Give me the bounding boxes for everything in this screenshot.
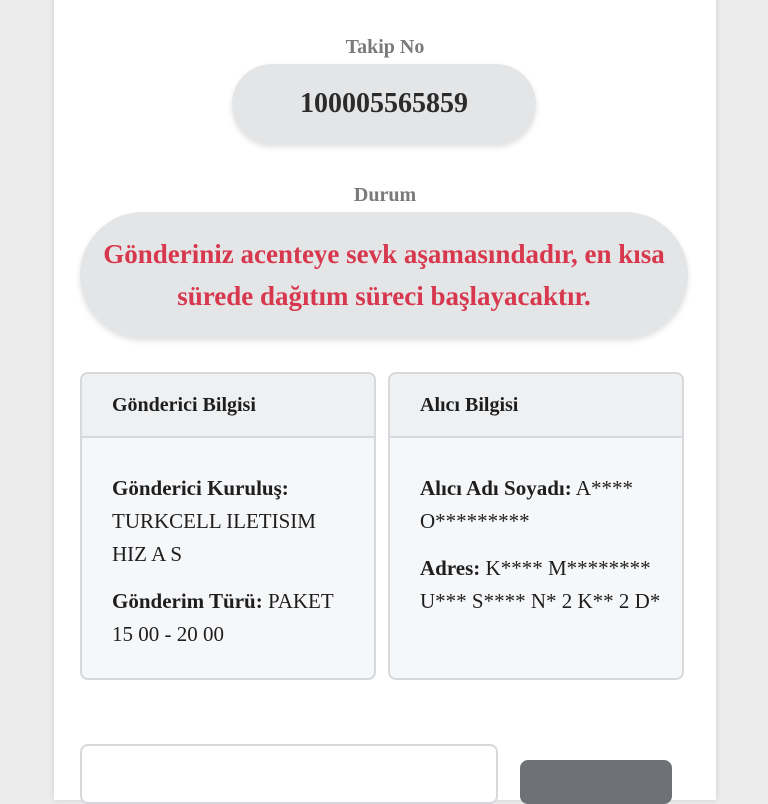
bottom-action-button[interactable] bbox=[520, 760, 672, 804]
sender-info-box bbox=[80, 372, 376, 680]
sender-info-title: Gönderici Bilgisi bbox=[82, 374, 374, 438]
sender-org-field bbox=[112, 472, 354, 571]
status-message: Gönderiniz acenteye sevk aşamasındadır, en kısa sürede dağıtım süreci başlayacaktır. bbox=[103, 239, 665, 311]
sender-org-value: TURKCELL ILETISIM HIZ A S bbox=[112, 509, 316, 566]
receiver-address-label: Adres: bbox=[420, 556, 481, 580]
bottom-input-field[interactable] bbox=[80, 744, 498, 804]
sender-info-body bbox=[82, 438, 374, 651]
tracking-label: Takip No bbox=[345, 36, 425, 58]
tracking-number: 100005565859 bbox=[232, 64, 536, 144]
shipment-type-field bbox=[112, 585, 354, 651]
receiver-info-body bbox=[390, 438, 682, 618]
shipment-type-label: Gönderim Türü: bbox=[112, 589, 263, 613]
receiver-address-value: K**** M******** U*** S**** N* 2 K** 2 D* bbox=[420, 556, 661, 613]
receiver-name-label: Alıcı Adı Soyadı: bbox=[420, 476, 572, 500]
tracking-card bbox=[54, 0, 716, 800]
status-label: Durum bbox=[353, 184, 417, 206]
status-pill bbox=[80, 212, 688, 338]
receiver-info-box bbox=[388, 372, 684, 680]
sender-org-label: Gönderici Kuruluş: bbox=[112, 476, 289, 500]
receiver-address-field bbox=[420, 552, 662, 618]
receiver-name-value: A**** O********* bbox=[420, 476, 633, 533]
receiver-info-title: Alıcı Bilgisi bbox=[390, 374, 682, 438]
shipment-type-value: PAKET 15 00 - 20 00 bbox=[112, 589, 334, 646]
receiver-name-field bbox=[420, 472, 662, 538]
